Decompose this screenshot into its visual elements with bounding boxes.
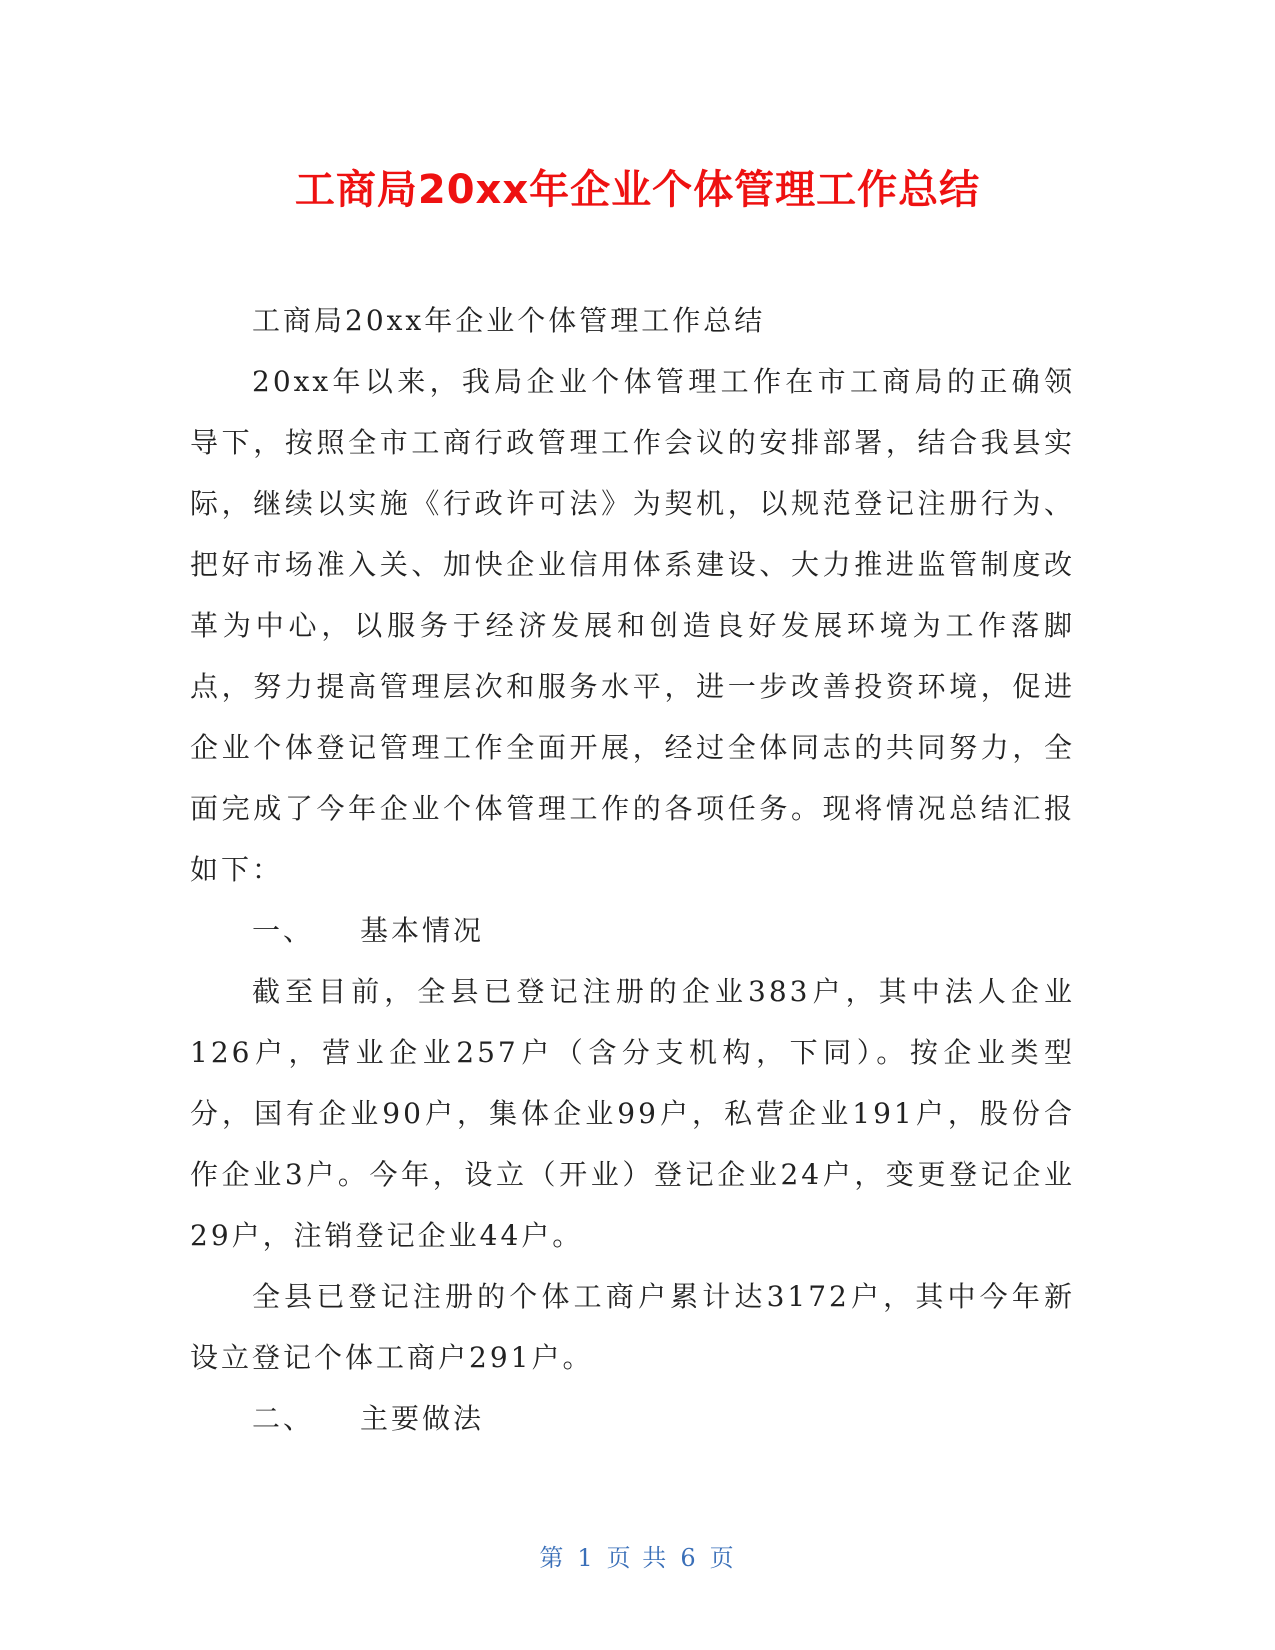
page-footer bbox=[0, 1538, 1275, 1573]
current-page-number: 1 bbox=[577, 1544, 595, 1572]
total-pages-number: 6 bbox=[680, 1544, 698, 1572]
section-heading-2 bbox=[190, 1388, 1075, 1449]
section-number-2: 二、 bbox=[252, 1402, 315, 1435]
page-label-suffix: 页 bbox=[709, 1544, 736, 1572]
section-heading-1 bbox=[190, 900, 1075, 961]
page-label-prefix: 第 bbox=[539, 1544, 566, 1572]
section-title-1: 基本情况 bbox=[360, 914, 485, 947]
section-title-2: 主要做法 bbox=[360, 1402, 485, 1435]
section-number-1: 一、 bbox=[252, 914, 315, 947]
document-body bbox=[190, 290, 1075, 1449]
section1-paragraph-2: 全县已登记注册的个体工商户累计达3172户，其中今年新设立登记个体工商户291户。 bbox=[190, 1280, 1075, 1374]
section1-paragraph-1: 截至目前，全县已登记注册的企业383户，其中法人企业126户，营业企业257户（含分支机构，下同）。按企业类型分，国有企业90户，集体企业99户，私营企业191户，股份合作企业3户。今年，设立（开业）登记企业24户，变更登记企业29户，注销登记企业44户。 bbox=[190, 975, 1075, 1252]
intro-paragraph: 20xx年以来，我局企业个体管理工作在市工商局的正确领导下，按照全市工商行政管理工作会议的安排部署，结合我县实际，继续以实施《行政许可法》为契机，以规范登记注册行为、把好市场准入关、加快企业信用体系建设、大力推进监管制度改革为中心，以服务于经济发展和创造良好发展环境为工作落脚点，努力提高管理层次和服务水平，进一步改善投资环境，促进企业个体登记管理工作全面开展，经过全体同志的共同努力，全面完成了今年企业个体管理工作的各项任务。现将情况总结汇报如下： bbox=[190, 365, 1075, 886]
subtitle-paragraph: 工商局20xx年企业个体管理工作总结 bbox=[252, 304, 766, 337]
document-title: 工商局20xx年企业个体管理工作总结 bbox=[294, 167, 981, 213]
page-label-mid: 页 共 bbox=[606, 1544, 669, 1572]
